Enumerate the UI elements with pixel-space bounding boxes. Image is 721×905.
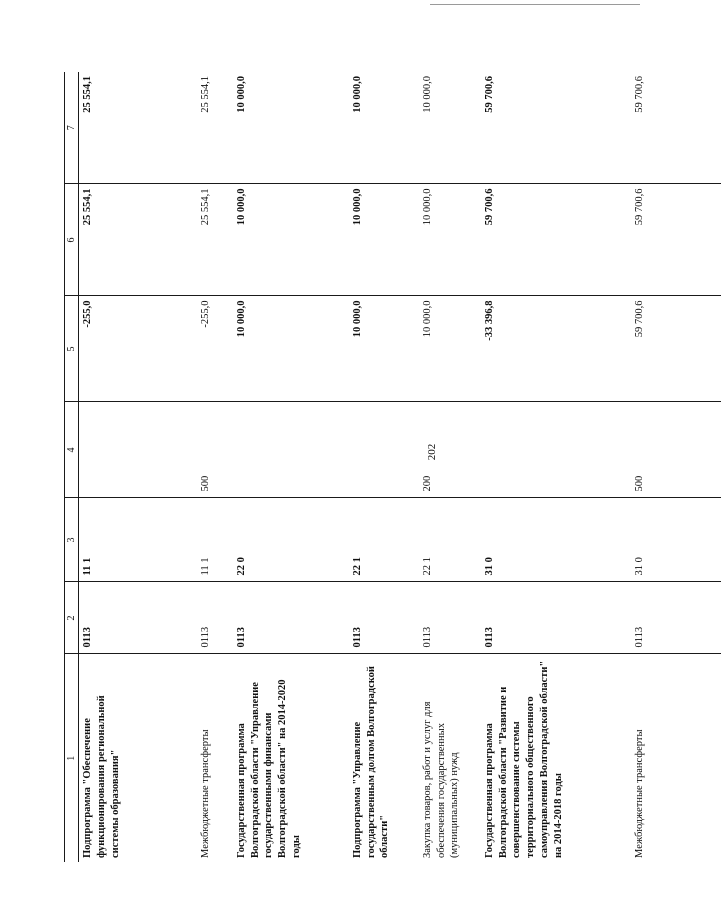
header-cell-2: 2	[65, 582, 79, 654]
cell-amount-col7: 25 554,1	[197, 72, 233, 184]
cell-amount-col6: 25 554,1	[197, 184, 233, 296]
cell-target-code: 31 0	[481, 498, 631, 582]
header-cell-4: 4	[65, 402, 79, 498]
cell-name: Подпрограмма "Обеспечение функционирования региональной системы образования"	[82, 695, 121, 858]
cell-amount-col7: 59 700,6	[631, 72, 721, 184]
table-body	[65, 72, 721, 862]
cell-expense-type	[481, 402, 631, 498]
cell-change-amount: 10 000,0	[349, 296, 419, 402]
cell-section-code: 0113	[631, 582, 721, 654]
cell-change-amount: -255,0	[197, 296, 233, 402]
cell-target-code: 22 1	[419, 498, 481, 582]
table-row	[349, 72, 419, 862]
cell-amount-col6: 25 554,1	[79, 184, 197, 296]
rotated-table-container	[64, 72, 645, 862]
cell-amount-col6: 10 000,0	[233, 184, 349, 296]
cell-target-code: 11 1	[197, 498, 233, 582]
cell-name: Государственная программа Волгоградской области "Управление государственными финансами Волгоградской области" на 2014-2020 годы	[235, 679, 303, 858]
cell-expense-type	[79, 402, 197, 498]
header-cell-7: 7	[65, 72, 79, 184]
cell-name: Закупка товаров, работ и услуг для обеспечения государственных (муниципальных) нужд	[421, 701, 461, 858]
cell-expense-type	[349, 402, 419, 498]
cell-target-code: 22 0	[233, 498, 349, 582]
cell-expense-type: 200	[419, 402, 481, 498]
cell-expense-type: 500	[197, 402, 233, 498]
page-number: 202	[426, 443, 438, 461]
header-cell-3: 3	[65, 498, 79, 582]
cell-target-code: 22 1	[349, 498, 419, 582]
cell-amount-col6: 59 700,6	[631, 184, 721, 296]
cell-expense-type	[233, 402, 349, 498]
cell-amount-col7: 10 000,0	[349, 72, 419, 184]
cell-change-amount: 59 700,6	[631, 296, 721, 402]
table-row	[481, 72, 631, 862]
cell-amount-col6: 10 000,0	[349, 184, 419, 296]
cell-target-code: 31 0	[631, 498, 721, 582]
cell-expense-type: 500	[631, 402, 721, 498]
cell-section-code: 0113	[481, 582, 631, 654]
table-header-row	[65, 72, 79, 862]
cell-change-amount: -33 396,8	[481, 296, 631, 402]
table-row	[631, 72, 721, 862]
table-row	[79, 72, 197, 862]
table-row	[419, 72, 481, 862]
cell-change-amount: 10 000,0	[419, 296, 481, 402]
cell-amount-col6: 59 700,6	[481, 184, 631, 296]
cell-amount-col7: 25 554,1	[79, 72, 197, 184]
cell-name: Межбюджетные трансферты	[633, 729, 645, 858]
header-cell-1: 1	[65, 654, 79, 862]
table-frame	[64, 72, 645, 862]
header-cell-5: 5	[65, 296, 79, 402]
cell-name: Межбюджетные трансферты	[199, 729, 211, 858]
table-row	[233, 72, 349, 862]
cell-section-code: 0113	[233, 582, 349, 654]
budget-table	[64, 72, 721, 862]
cell-section-code: 0113	[419, 582, 481, 654]
cell-change-amount: 10 000,0	[233, 296, 349, 402]
table-row	[197, 72, 233, 862]
cell-amount-col7: 10 000,0	[233, 72, 349, 184]
cell-name: Подпрограмма "Управление государственным долгом Волгоградской области"	[351, 666, 391, 858]
cell-change-amount: -255,0	[79, 296, 197, 402]
cell-name: Государственная программа Волгоградской области "Развитие и совершенствование системы территориального общественного самоуправления Волгоградской области" на 2014-2018 годы	[483, 660, 564, 858]
cell-section-code: 0113	[197, 582, 233, 654]
cell-amount-col6: 10 000,0	[419, 184, 481, 296]
header-cell-6: 6	[65, 184, 79, 296]
scan-edge-mark	[430, 4, 640, 5]
cell-amount-col7: 59 700,6	[481, 72, 631, 184]
cell-amount-col7: 10 000,0	[419, 72, 481, 184]
cell-section-code: 0113	[349, 582, 419, 654]
cell-target-code: 11 1	[79, 498, 197, 582]
cell-section-code: 0113	[79, 582, 197, 654]
